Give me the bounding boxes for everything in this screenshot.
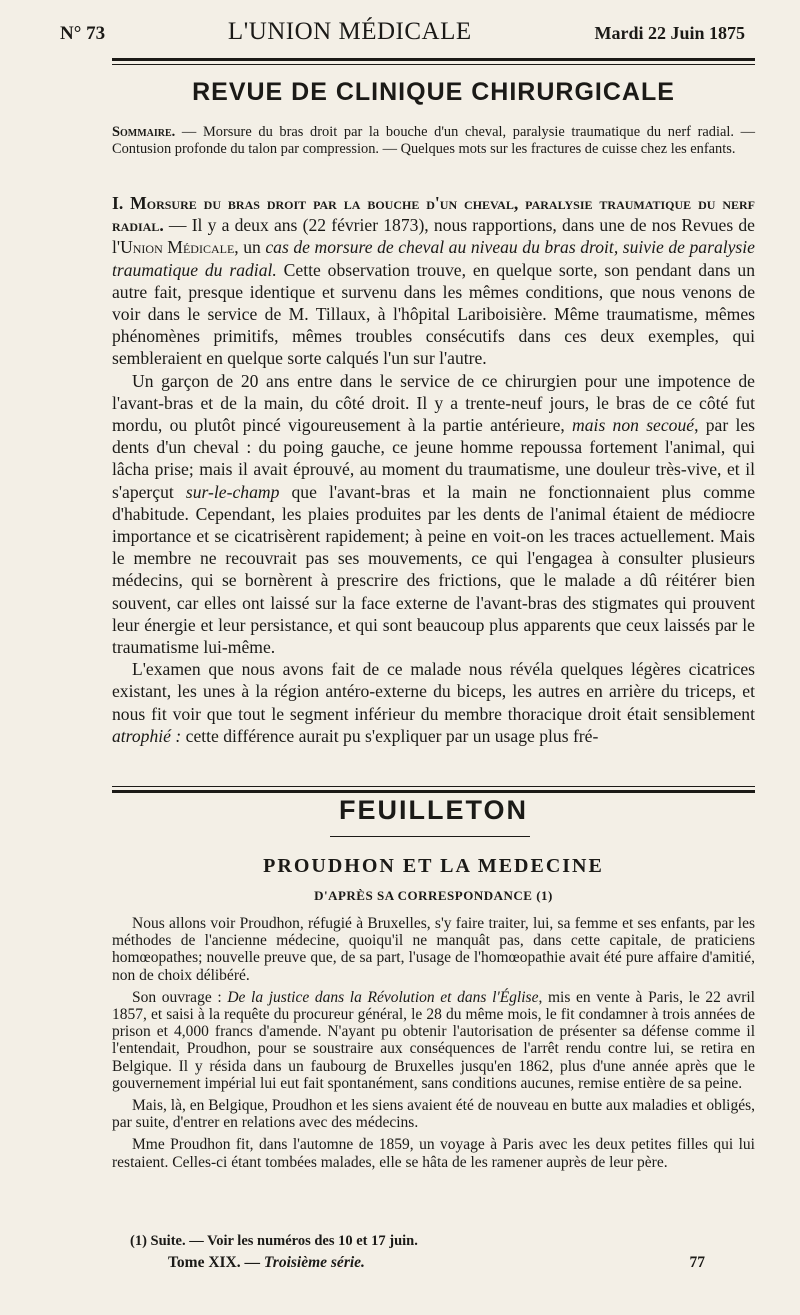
article-body	[112, 192, 755, 747]
feuilleton-paragraph: Mme Proudhon fit, dans l'automne de 1859, un voyage à Paris avec les deux petites filles qui lui restaient. Celles-ci étant tombées malades, elle se hâta de les ramener auprès de leur père.	[112, 1136, 755, 1171]
feuilleton-subtitle: PROUDHON ET LA MEDECINE	[263, 855, 604, 877]
article-text: cette différence aurait pu s'expliquer par un usage plus fré-	[181, 725, 599, 746]
article-text: Cette observation trouve, en quelque sorte, son pendant dans un autre fait, presque identique et survenu dans les mêmes conditions, que nous venons de voir dans le service de M. Tillaux, à l'hôpital Lariboisière. Même traumatisme, mêmes phénomènes primitifs, mêmes troubles consécutifs dans ces deux exemples, qui sembleraient en quelque sorte calqués l'un sur l'autre.	[112, 259, 755, 369]
source-line-text: D'APRÈS SA CORRESPONDANCE	[314, 888, 533, 903]
feuilleton-rule-thick	[112, 790, 755, 793]
summary-text: — Morsure du bras droit par la bouche d'un cheval, paralysie traumatique du nerf radial. — Contusion profonde du talon par compression. — Quelques mots sur les fractures de cuisse chez les enfants.	[112, 124, 755, 157]
feuilleton-paragraph	[112, 989, 755, 1092]
header-rule-thick	[112, 58, 755, 61]
feuilleton-text: , mis en vente à Paris, le 22 avril 1857, et saisi à la requête du procureur général, le 28 du même mois, le fit condamner à trois années de prison et 4,000 francs d'amende. N'ayant pu obtenir l'autorisation de présenter sa défense comme il l'entendait, Proudhon, pour se soustraire aux conséquences de l'arrêt rendu contre lui, se retira en Belgique. Il y résida dans un faubourg de Bruxelles jusqu'en 1862, plus d'une année après que le gouvernement impérial lui eut fait spontanément, sans conditions aucunes, remise entière de sa peine.	[112, 988, 755, 1092]
feuilleton-source-line	[112, 888, 755, 904]
header-rule-thin	[112, 64, 755, 65]
feuilleton-title-rule	[330, 836, 530, 837]
page-footer	[168, 1254, 705, 1272]
book-title: De la justice dans la Révolution et dans l'Église	[227, 988, 539, 1006]
feuilleton-rule-thin	[112, 786, 755, 787]
journal-name-inline: Union Médicale	[120, 237, 235, 258]
article-text: L'examen que nous avons fait de ce malade nous révéla quelques légères cicatrices existant, les unes à la région antéro-externe du biceps, les autres en arrière du triceps, et nous fit voir que tout le segment inférieur du membre thoracique droit était sensiblement	[112, 659, 755, 724]
article-text: — Il y a deux ans (22 février 1873), nous rapportions, dans une de nos Revues de l'	[112, 215, 755, 258]
article-heading: I. Morsure du bras droit par la bouche d'un cheval, paralysie traumatique du nerf radial.	[112, 193, 755, 236]
article-text: Un garçon de 20 ans entre dans le service de ce chirurgien pour une impotence de l'avant-bras et de la main, du côté droit. Il y a trente-neuf jours, le bras de ce côté fut mordu, ou plutôt pincé vigoureusement à la partie antérieure,	[112, 370, 755, 436]
footnote: (1) Suite. — Voir les numéros des 10 et 17 juin.	[130, 1233, 418, 1249]
journal-title: L'UNION MÉDICALE	[227, 18, 472, 45]
summary-label: Sommaire.	[112, 124, 176, 140]
page-header	[60, 18, 745, 48]
issue-date: Mardi 22 Juin 1875	[594, 23, 745, 43]
feuilleton-title: FEUILLETON	[338, 795, 528, 825]
series-label: Troisième série.	[263, 1254, 365, 1271]
article-italic: mais non secoué	[572, 415, 695, 436]
footnote-reference: (1)	[536, 888, 553, 903]
feuilleton-paragraph: Mais, là, en Belgique, Proudhon et les siens avaient été de nouveau en butte aux maladies et obligés, par suite, d'entrer en relations avec des médecins.	[112, 1097, 755, 1132]
volume-label: Tome XIX. —	[168, 1254, 264, 1271]
feuilleton-body	[112, 915, 755, 1176]
feuilleton-text: Son ouvrage :	[132, 988, 228, 1006]
article-italic: atrophié :	[112, 725, 182, 746]
article-text: , un	[234, 237, 266, 258]
article-italic: sur-le-champ	[185, 481, 280, 502]
summary	[112, 124, 755, 158]
page-number: 77	[689, 1254, 705, 1271]
issue-number: N° 73	[60, 23, 106, 44]
article-italic: cas de morsure de cheval au niveau du bras droit, suivie de paralysie traumatique du radial.	[112, 237, 755, 280]
feuilleton-paragraph: Nous allons voir Proudhon, réfugié à Bruxelles, s'y faire traiter, lui, sa femme et ses enfants, par les méthodes de l'ancienne médecine, quoiqu'il ne manquât pas, dans cette capitale, de praticiens homœopathes; nouvelle preuve que, de sa part, l'usage de l'homœopathie avait été pure affaire d'amitié, non de choix délibéré.	[112, 915, 755, 984]
article-text: , par les dents d'un cheval : du poing gauche, ce jeune homme repoussa fortement l'animal, qui lâcha prise; mais il avait éprouvé, au moment du traumatisme, une douleur très-vive, et il s'aperçut	[112, 415, 755, 502]
article-paragraph	[112, 658, 755, 747]
volume-info	[168, 1254, 365, 1272]
article-text: que l'avant-bras et la main ne fonctionnaient plus comme d'habitude. Cependant, les plaies produites par les dents de l'animal étaient de médiocre importance et se cicatrisèrent rapidement; à peine en voit-on les traces actuellement. Mais le membre ne recouvrait pas ses mouvements, ce qui l'engagea à consulter plusieurs médecins, qui se bornèrent à prescrire des frictions, que le malade a dû réitérer bien souvent, car elles ont laissé sur la face externe de l'avant-bras des stigmates qui prouvent leur énergie et leur persistance, et qui sont beaucoup plus apparents que ceux laissés par le traumatisme lui-même.	[112, 481, 756, 658]
article-paragraph	[112, 370, 755, 659]
article-paragraph	[112, 192, 755, 370]
section-title: REVUE DE CLINIQUE CHIRURGICALE	[192, 78, 675, 106]
